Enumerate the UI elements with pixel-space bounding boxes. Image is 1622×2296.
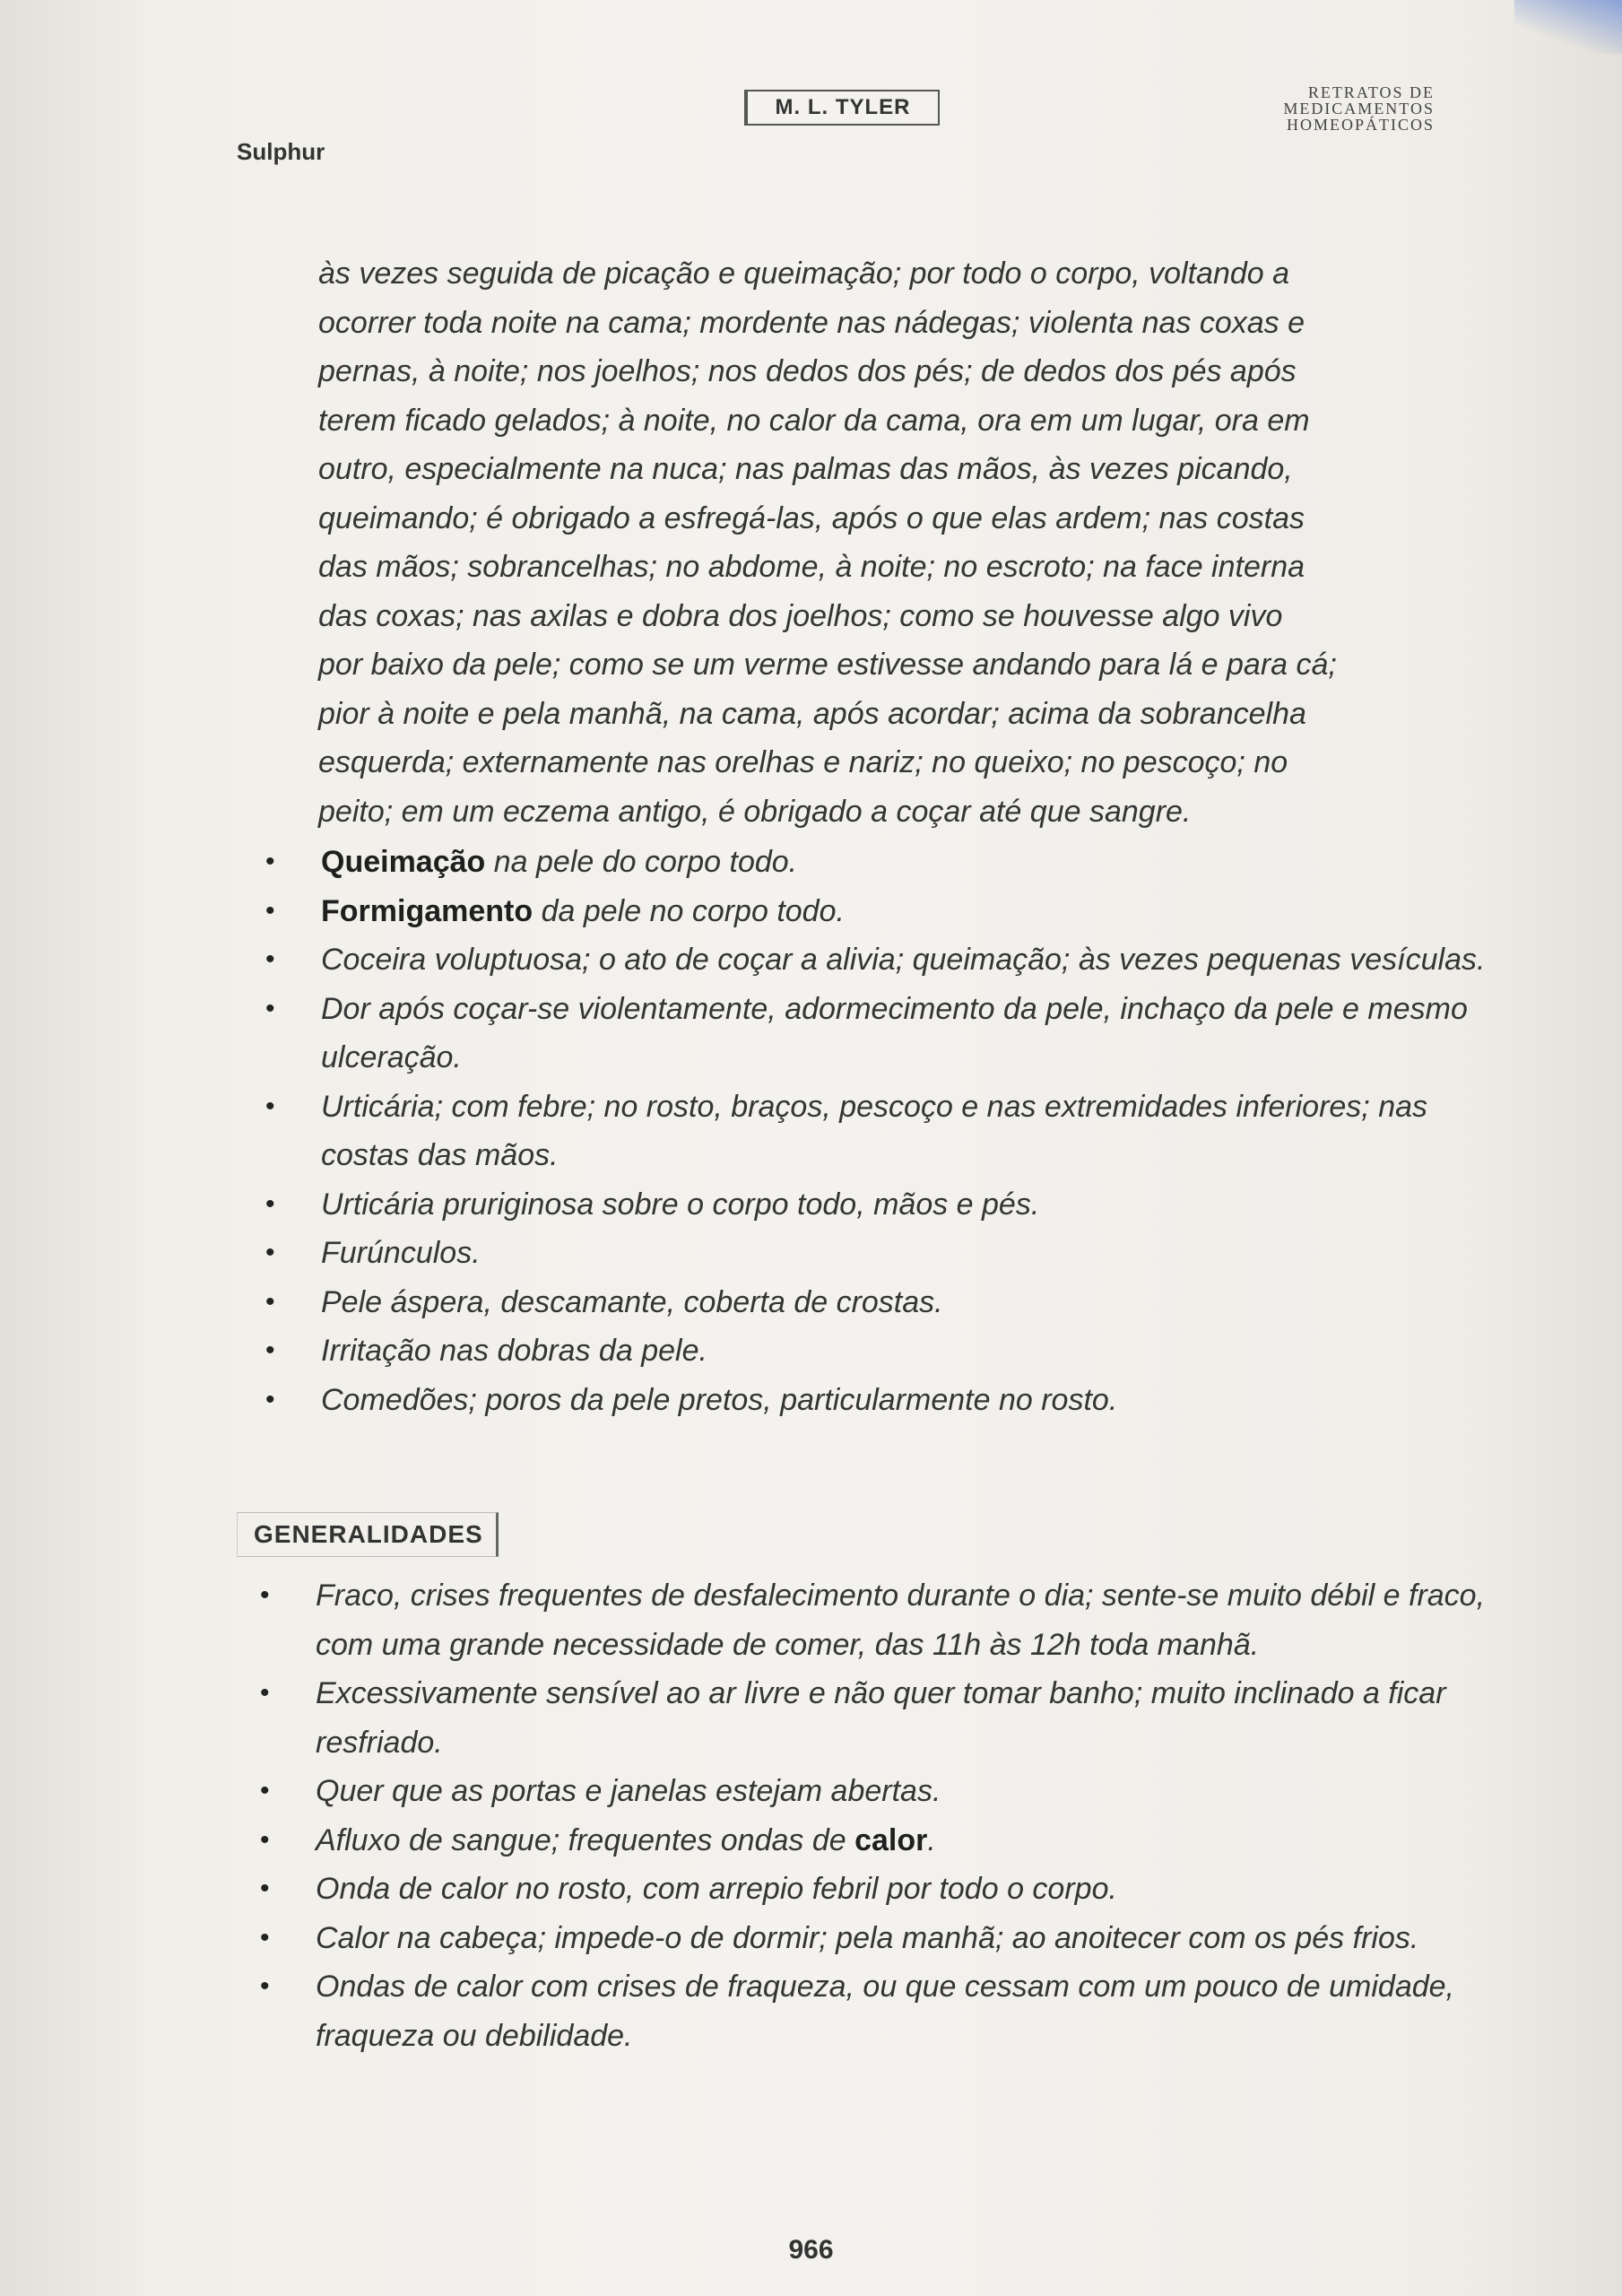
list-item-text: Urticária; com febre; no rosto, braços, pescoço e nas extremidades inferiores; nas costas das mãos. — [321, 1089, 1428, 1172]
list-item-text: Irritação nas dobras da pele. — [321, 1334, 707, 1368]
list-item-text: Coceira voluptuosa; o ato de coçar a alivia; queimação; às vezes pequenas vesículas. — [321, 943, 1486, 977]
list-item — [260, 1571, 1490, 1669]
list-item-text: Urticária pruriginosa sobre o corpo todo, mãos e pés. — [321, 1187, 1040, 1222]
bullet-icon: • — [265, 1238, 275, 1267]
bold-keyword: calor — [854, 1822, 928, 1857]
text-line: terem ficado gelados; à noite, no calor da cama, ora em um lugar, ora em — [318, 403, 1310, 438]
text-line: pernas, à noite; nos joelhos; nos dedos dos pés; de dedos dos pés após — [318, 354, 1297, 388]
bold-keyword: Queimação — [321, 845, 486, 879]
list-item — [260, 1816, 1490, 1866]
running-head-remedy: Sulphur — [237, 138, 325, 165]
list-item-text: Pele áspera, descamante, coberta de crostas. — [321, 1284, 943, 1319]
list-item — [265, 1083, 1496, 1180]
list-item-text: Dor após coçar-se violentamente, adormecimento da pele, inchaço da pele e mesmo ulceração. — [321, 991, 1468, 1074]
bullet-icon: • — [265, 944, 275, 974]
list-item-text: Quer que as portas e janelas estejam abertas. — [316, 1774, 941, 1808]
list-item — [265, 1180, 1496, 1230]
bullet-icon: • — [265, 1091, 275, 1121]
bullet-icon: • — [265, 1384, 275, 1414]
list-item-text: Fraco, crises frequentes de desfalecimento durante o dia; sente-se muito débil e fraco, com uma grande necessidade de comer, das 11h às 12h toda manhã. — [316, 1578, 1486, 1662]
bold-keyword: Formigamento — [321, 893, 533, 928]
list-item-text: Ondas de calor com crises de fraqueza, ou que cessam com um pouco de umidade, fraqueza ou debilidade. — [316, 1970, 1455, 2053]
page-number: 966 — [788, 2235, 834, 2265]
list-item — [260, 1669, 1490, 1767]
list-item — [260, 1914, 1490, 1963]
text-line: outro, especialmente na nuca; nas palmas das mãos, às vezes picando, — [318, 452, 1293, 486]
list-item-text: na pele do corpo todo. — [485, 845, 798, 879]
list-item-text: Furúnculos. — [321, 1236, 481, 1270]
bullet-icon: • — [260, 1678, 270, 1708]
list-item — [265, 838, 1496, 887]
list-item — [265, 1278, 1496, 1327]
series-title-logo: RETRATOS DE MEDICAMENTOS HOMEOPÁTICOS — [1283, 83, 1435, 134]
list-item-text: Comedões; poros da pele pretos, particularmente no rosto. — [321, 1382, 1118, 1417]
bullet-icon: • — [260, 1874, 270, 1903]
list-item — [265, 1229, 1496, 1278]
text-line: queimando; é obrigado a esfregá-las, após o que elas ardem; nas costas — [318, 500, 1305, 535]
general-symptom-list — [260, 1571, 1490, 2060]
list-item-text: Afluxo de sangue; frequentes ondas de — [316, 1822, 855, 1857]
section-heading-generalidades: GENERALIDADES — [237, 1512, 499, 1557]
list-item-text: da pele no corpo todo. — [533, 893, 845, 928]
list-item — [265, 1326, 1496, 1376]
text-line: ocorrer toda noite na cama; mordente nas nádegas; violenta nas coxas e — [318, 305, 1305, 340]
list-item — [265, 985, 1496, 1083]
skin-symptom-list — [265, 838, 1496, 1424]
text-line: esquerda; externamente nas orelhas e nariz; no queixo; no pescoço; no — [318, 745, 1288, 779]
list-item-text: Onda de calor no rosto, com arrepio febril por todo o corpo. — [316, 1872, 1117, 1906]
text-line: das mãos; sobrancelhas; no abdome, à noite; no escroto; na face interna — [318, 550, 1305, 584]
bullet-icon: • — [265, 1188, 275, 1219]
list-item-text-end: . — [927, 1822, 936, 1857]
bullet-icon: • — [260, 1776, 270, 1805]
bullet-icon: • — [260, 1824, 270, 1855]
list-item — [260, 1865, 1490, 1914]
bullet-icon: • — [260, 1971, 270, 2001]
text-line: peito; em um eczema antigo, é obrigado a coçar até que sangre. — [318, 794, 1192, 829]
author-header-box: M. L. TYLER — [744, 90, 940, 126]
list-item-text: Calor na cabeça; impede-o de dormir; pela manhã; ao anoitecer com os pés frios. — [316, 1920, 1419, 1955]
bullet-icon: • — [260, 1922, 270, 1952]
bullet-icon: • — [265, 993, 275, 1023]
text-line: às vezes seguida de picação e queimação; por todo o corpo, voltando a — [318, 257, 1290, 291]
list-item — [265, 1376, 1496, 1425]
list-item — [265, 887, 1496, 936]
text-line: pior à noite e pela manhã, na cama, após acordar; acima da sobrancelha — [318, 696, 1306, 731]
text-line: por baixo da pele; como se um verme estivesse andando para lá e para cá; — [318, 648, 1337, 682]
bullet-icon: • — [265, 1286, 275, 1317]
list-item — [265, 935, 1496, 985]
bullet-icon: • — [265, 1335, 275, 1365]
bullet-icon: • — [265, 895, 275, 926]
bullet-icon: • — [265, 847, 275, 876]
list-item — [260, 1962, 1490, 2060]
list-item-text: Excessivamente sensível ao ar livre e não quer tomar banho; muito inclinado a ficar resfriado. — [316, 1676, 1446, 1760]
bullet-icon: • — [260, 1580, 270, 1610]
list-item — [260, 1767, 1490, 1816]
page-corner-shadow — [1514, 0, 1622, 54]
continuation-paragraph — [318, 249, 1412, 836]
text-line: das coxas; nas axilas e dobra dos joelhos; como se houvesse algo vivo — [318, 598, 1283, 633]
